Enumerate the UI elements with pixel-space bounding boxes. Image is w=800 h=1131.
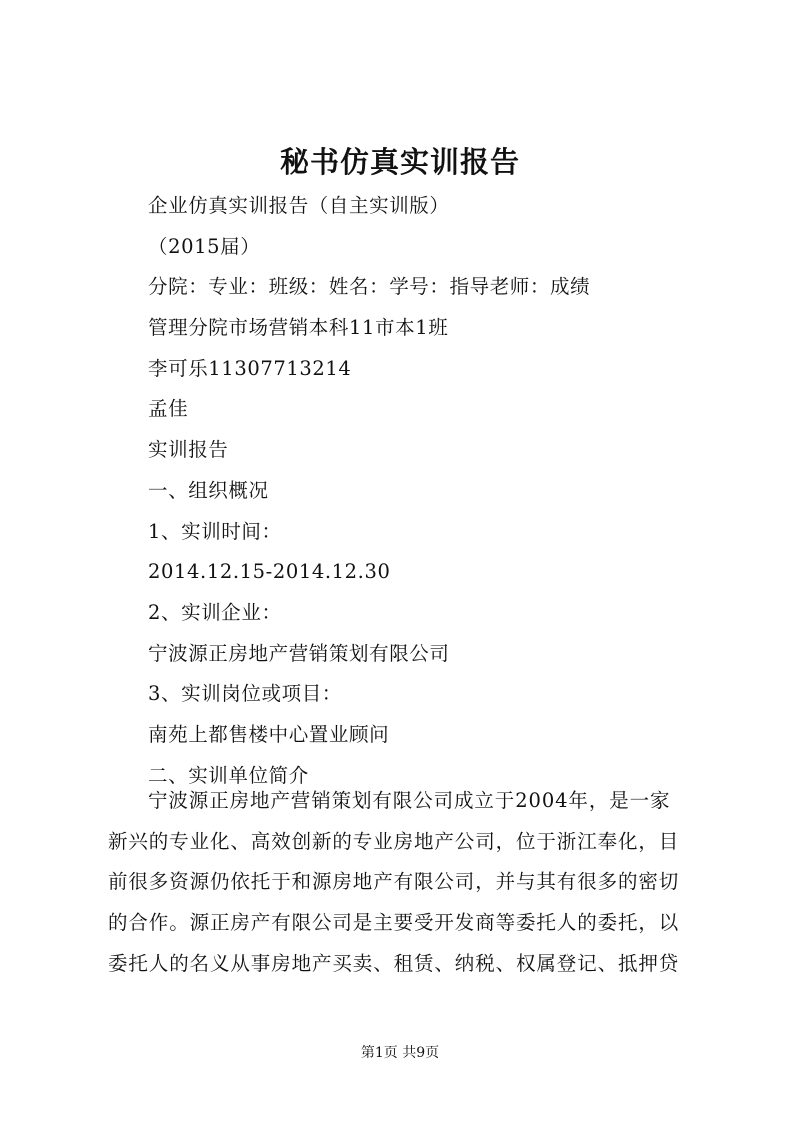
paragraph-line: 的合作。源正房产有限公司是主要受开发商等委托人的委托，以 — [108, 911, 680, 935]
text-line: （2015届） — [148, 234, 261, 258]
text-line: 南苑上都售楼中心置业顾问 — [148, 722, 390, 746]
paragraph-line: 宁波源正房地产营销策划有限公司成立于2004年，是一家 — [148, 789, 671, 812]
document-title: 秘书仿真实训报告 — [279, 145, 520, 179]
paragraph-line: 新兴的专业化、高效创新的专业房地产公司，位于浙江奉化，目 — [108, 829, 680, 853]
section-heading: 二、实训单位简介 — [148, 763, 309, 787]
text-line: 李可乐11307713214 — [148, 356, 352, 380]
text-line: 孟佳 — [148, 397, 189, 421]
text-line: 宁波源正房地产营销策划有限公司 — [148, 641, 450, 665]
text-line: 企业仿真实训报告（自主实训版） — [148, 194, 450, 217]
text-line: 分院：专业：班级：姓名：学号：指导老师：成绩 — [148, 275, 591, 299]
paragraph-line: 委托人的名义从事房地产买卖、租赁、纳税、权属登记、抵押贷 — [108, 951, 680, 975]
text-line: 2014.12.15-2014.12.30 — [148, 560, 391, 584]
body-paragraph — [108, 781, 716, 984]
paragraph-line: 前很多资源仍依托于和源房地产有限公司，并与其有很多的密切 — [108, 870, 680, 894]
text-line: 管理分院市场营销本科11市本1班 — [148, 316, 449, 340]
text-line: 2、实训企业： — [148, 600, 282, 624]
document-lines — [148, 186, 708, 796]
page-footer: 第1页 共9页 — [360, 1045, 440, 1061]
section-heading: 一、组织概况 — [148, 478, 269, 502]
text-line: 实训报告 — [148, 438, 229, 462]
text-line: 3、实训岗位或项目： — [148, 682, 342, 706]
text-line: 1、实训时间： — [148, 519, 282, 543]
